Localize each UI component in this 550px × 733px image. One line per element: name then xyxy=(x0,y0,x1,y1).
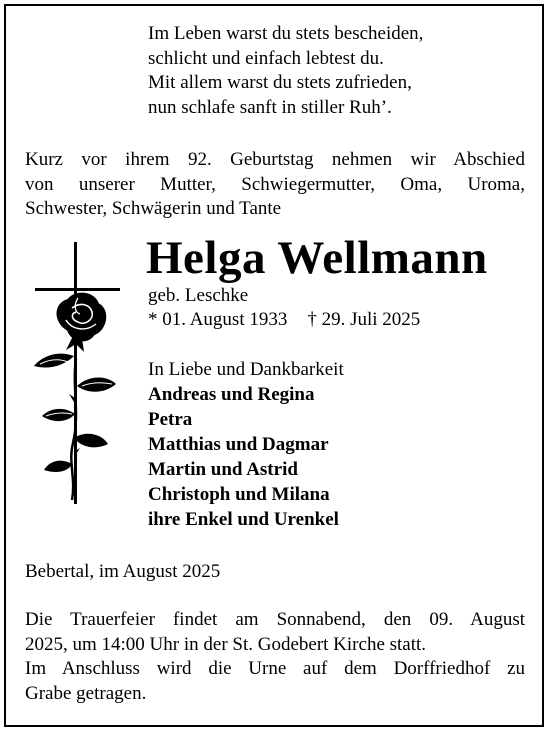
birth-date: * 01. August 1933 xyxy=(148,309,288,330)
deceased-name: Helga Wellmann xyxy=(146,232,488,284)
poem-line: nun schlafe sanft in stiller Ruh’. xyxy=(148,96,392,118)
ceremony-notice xyxy=(25,608,525,706)
intro-line: von unserer Mutter, Schwiegermutter, Oma, Uroma, xyxy=(25,173,525,195)
mourner-name: ihre Enkel und Urenkel xyxy=(148,509,339,530)
ceremony-line: Grabe getragen. xyxy=(25,682,147,704)
mourner-name: Christoph und Milana xyxy=(148,484,330,505)
mourner-name: Petra xyxy=(148,409,193,430)
poem-line: Im Leben warst du stets bescheiden, xyxy=(148,23,424,44)
ceremony-line: Im Anschluss wird die Urne auf dem Dorffriedhof zu xyxy=(25,658,525,679)
ceremony-line: Die Trauerfeier findet am Sonnabend, den 09. August xyxy=(25,609,525,630)
maiden-name: geb. Leschke xyxy=(148,285,249,306)
mourner-name: Matthias und Dagmar xyxy=(148,434,329,455)
intro-text xyxy=(25,148,525,222)
memorial-poem xyxy=(148,22,423,120)
mourner-name: Andreas und Regina xyxy=(148,384,315,405)
life-dates xyxy=(148,308,420,332)
cross-with-rose-icon xyxy=(28,238,128,508)
intro-line: Schwester, Schwägerin und Tante xyxy=(25,198,282,219)
ceremony-line: 2025, um 14:00 Uhr in der St. Godebert Kirche statt. xyxy=(25,633,427,655)
poem-line: Mit allem warst du stets zufrieden, xyxy=(148,72,412,93)
mourners-lead: In Liebe und Dankbarkeit xyxy=(148,359,344,380)
mourner-name: Martin und Astrid xyxy=(148,459,298,480)
poem-line: schlicht und einfach lebtest du. xyxy=(148,47,384,69)
place-and-date: Bebertal, im August 2025 xyxy=(25,561,221,582)
intro-line: Kurz vor ihrem 92. Geburtstag nehmen wir Abschied xyxy=(25,149,525,170)
death-date: † 29. Juli 2025 xyxy=(307,309,421,330)
mourners-list xyxy=(148,357,344,532)
